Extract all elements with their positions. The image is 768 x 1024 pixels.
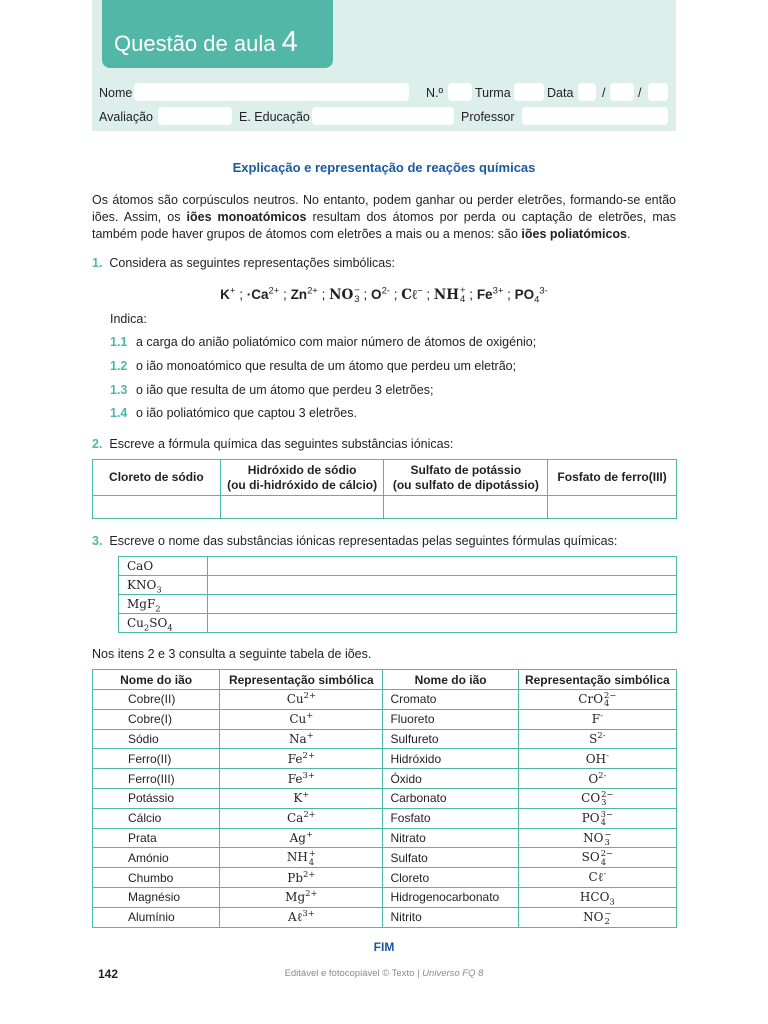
ion-name: Carbonato <box>383 788 518 808</box>
ion-symbol: Ag+ <box>220 828 383 848</box>
date-separator: / <box>638 86 642 100</box>
formula-cell: CaO <box>119 557 208 576</box>
ion-symbol: CrO 2− 4 <box>518 690 676 710</box>
data-year-field[interactable] <box>648 83 668 101</box>
table-row <box>93 729 677 749</box>
worksheet-title: Questão de aula 4 <box>114 26 298 58</box>
ion-name: Sulfureto <box>383 729 518 749</box>
ion-name: Potássio <box>93 788 220 808</box>
avaliacao-field[interactable] <box>158 107 232 125</box>
formula-cell: $Cu_2SO_4$ <box>119 614 208 633</box>
professor-field[interactable] <box>522 107 668 125</box>
ion-symbol: K+ <box>220 788 383 808</box>
ion-symbol: PO 3− 4 <box>518 808 676 828</box>
educacao-field[interactable] <box>312 107 454 125</box>
formula-answer-table <box>92 459 677 519</box>
ion-symbol: $Cu^{2+}$ <box>220 690 383 710</box>
formula-cell: MgF$_2$ <box>119 595 208 614</box>
name-answer-table <box>118 556 677 633</box>
question-1-3: 1.3 o ião que resulta de um átomo que perdeu 3 eletrões; <box>110 383 434 397</box>
column-header: Representação simbólica <box>518 670 676 690</box>
ion-name: Fluoreto <box>383 709 518 729</box>
ion-name: Sódio <box>93 729 220 749</box>
ion-symbol: NO − 3 <box>518 828 676 848</box>
table-row <box>93 828 677 848</box>
ion-name: Prata <box>93 828 220 848</box>
turma-label: Turma <box>475 86 511 100</box>
ion-symbol: $Fe^{3+}$ <box>220 769 383 789</box>
question-1-4: 1.4 o ião poliatómico que captou 3 eletrões. <box>110 406 357 420</box>
table-row <box>93 808 677 828</box>
ion-name: Chumbo <box>93 868 220 888</box>
column-header: Hidróxido de sódio (ou di-hidróxido de cálcio) <box>220 460 384 496</box>
data-day-field[interactable] <box>578 83 596 101</box>
turma-field[interactable] <box>514 83 544 101</box>
column-header: Representação simbólica <box>220 670 383 690</box>
nome-field[interactable] <box>134 83 409 101</box>
section-title: Explicação e representação de reações químicas <box>232 160 536 175</box>
ion-name: Cobre(I) <box>93 709 220 729</box>
ion-symbol: $Ca^{2+}$ <box>220 808 383 828</box>
ion-name: Óxido <box>383 769 518 789</box>
ion-name: Cromato <box>383 690 518 710</box>
table-row <box>93 709 677 729</box>
ion-name: Nitrato <box>383 828 518 848</box>
ion-symbol: $Pb^{2+}$ <box>220 868 383 888</box>
question-1-2: 1.2 o ião monoatómico que resulta de um átomo que perdeu um eletrão; <box>110 359 517 373</box>
title-tab <box>102 0 333 68</box>
answer-cell[interactable] <box>208 595 677 614</box>
column-header: Fosfato de ferro(III) <box>548 460 677 496</box>
column-header: Sulfato de potássio (ou sulfato de dipotássio) <box>384 460 548 496</box>
ion-table <box>92 669 677 928</box>
educacao-label: E. Educação <box>239 110 310 124</box>
table-row <box>93 749 677 769</box>
answer-cell[interactable] <box>208 557 677 576</box>
ion-name: Hidrogenocarbonato <box>383 887 518 907</box>
ion-symbol: F- <box>518 709 676 729</box>
answer-cell[interactable] <box>208 614 677 633</box>
table-row <box>93 907 677 927</box>
table-row <box>93 848 677 868</box>
ion-name: Cálcio <box>93 808 220 828</box>
ion-symbol: Cu+ <box>220 709 383 729</box>
footer-credit: Editável e fotocopiável © Texto | Universo FQ 8 <box>284 968 484 979</box>
question-1: 1. Considera as seguintes representações simbólicas: <box>92 256 395 270</box>
formula-cell: $KNO_3$ <box>119 576 208 595</box>
ion-symbol: $S^{2-}$ <box>518 729 676 749</box>
ion-name: Alumínio <box>93 907 220 927</box>
ion-symbol: Aℓ$^{3+}$ <box>220 907 383 927</box>
ion-name: Cobre(II) <box>93 690 220 710</box>
question-2: 2. Escreve a fórmula química das seguintes substâncias iónicas: <box>92 437 454 451</box>
page-number: 142 <box>98 967 119 981</box>
answer-cell[interactable] <box>384 496 548 519</box>
answer-cell[interactable] <box>548 496 677 519</box>
numero-label: N.º <box>426 86 444 100</box>
ion-symbol: CO 2− 3 <box>518 788 676 808</box>
end-marker: FIM <box>373 940 395 954</box>
answer-cell[interactable] <box>220 496 384 519</box>
answer-cell[interactable] <box>93 496 221 519</box>
ion-symbol: $Mg^{2+}$ <box>220 887 383 907</box>
table-row <box>93 887 677 907</box>
indica-label: Indica: <box>110 312 147 326</box>
ion-symbol: $HCO_3$ <box>518 887 676 907</box>
ion-symbol: NO − 2 <box>518 907 676 927</box>
professor-label: Professor <box>461 110 515 124</box>
ion-name: Hidróxido <box>383 749 518 769</box>
ion-name: Amónio <box>93 848 220 868</box>
header-row-2 <box>92 107 676 129</box>
date-separator: / <box>602 86 606 100</box>
column-header: Cloreto de sódio <box>93 460 221 496</box>
ion-symbol: $O^{2-}$ <box>518 769 676 789</box>
data-month-field[interactable] <box>610 83 634 101</box>
column-header: Nome do ião <box>93 670 220 690</box>
header-row-1 <box>92 83 676 105</box>
ion-name: Cloreto <box>383 868 518 888</box>
question-1-1: 1.1 a carga do anião poliatómico com maior número de átomos de oxigénio; <box>110 335 537 349</box>
ion-name: Sulfato <box>383 848 518 868</box>
answer-cell[interactable] <box>208 576 677 595</box>
ion-symbol: NH + 4 <box>220 848 383 868</box>
worksheet-header <box>92 0 676 131</box>
ion-symbol: OH- <box>518 749 676 769</box>
intro-paragraph: Os átomos são corpúsculos neutros. No entanto, podem ganhar ou perder eletrões, formando-se então iões. Assim, os iões monoatómicos resultam dos átomos por perda ou captação de eletrões, mas também pode haver grupos de átomos com eletrões a mais ou a menos: são iões poliatómicos. <box>92 193 676 241</box>
ion-name: Ferro(III) <box>93 769 220 789</box>
data-label: Data <box>547 86 574 100</box>
question-3: 3. Escreve o nome das substâncias iónicas representadas pelas seguintes fórmulas químicas: <box>92 534 618 548</box>
ion-symbol: $Fe^{2+}$ <box>220 749 383 769</box>
table-note: Nos itens 2 e 3 consulta a seguinte tabela de iões. <box>92 647 372 661</box>
ion-name: Nitrito <box>383 907 518 927</box>
table-row <box>93 769 677 789</box>
table-row <box>93 788 677 808</box>
column-header: Nome do ião <box>383 670 518 690</box>
table-row <box>93 690 677 710</box>
numero-field[interactable] <box>448 83 472 101</box>
ion-symbol: SO 2− 4 <box>518 848 676 868</box>
ion-symbol: Na+ <box>220 729 383 749</box>
ion-name: Fosfato <box>383 808 518 828</box>
ion-list: K+ ; $\cdot Ca^{2+}$ ; $Zn^{2+}$ ; NO − 3 ; $O^{2-}$ ; Cℓ− ; NH + 4 ; $Fe^{3+}$ ; $PO_4^{3-}$ <box>220 285 548 306</box>
avaliacao-label: Avaliação <box>99 110 153 124</box>
ion-name: Magnésio <box>93 887 220 907</box>
table-row <box>93 868 677 888</box>
nome-label: Nome <box>99 86 133 100</box>
ion-name: Ferro(II) <box>93 749 220 769</box>
ion-symbol: Cℓ- <box>518 868 676 888</box>
